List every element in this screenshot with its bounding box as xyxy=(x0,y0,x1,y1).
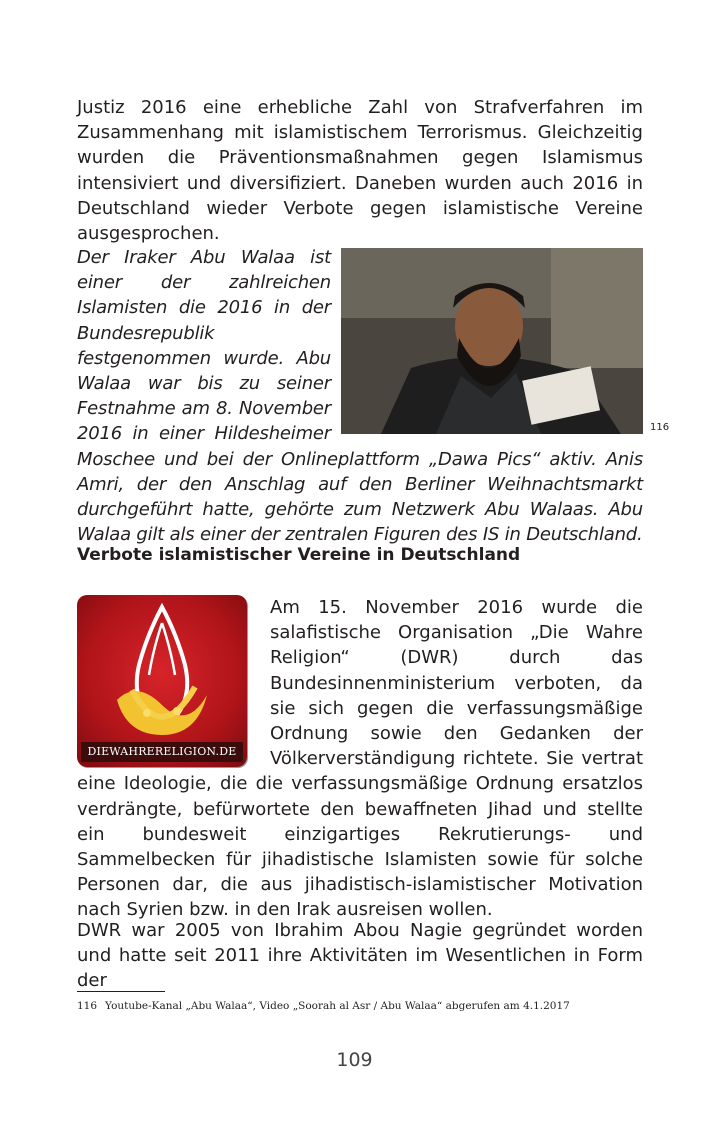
page-number: 109 xyxy=(336,1049,373,1071)
photo-footnote-ref: 116 xyxy=(650,422,670,433)
die-wahre-religion-logo xyxy=(77,595,247,767)
footnote xyxy=(77,1000,570,1012)
footnote-separator xyxy=(77,991,165,992)
body-paragraph-2: DIEWAHRERELIGION.DE Am 15. November 2016 wurde die salafistische Organisation „Die Wahre Religion“ (DWR) durch das Bundesinnenministerium verboten, da sie sich gegen die verfassungsmäßige Ordnung sowie den Gedanken der Völkerverständigung richtete. Sie vertrat eine Ideologie, die die verfassungsmäßige Ordnung ersatzlos verdrängte, befürwortete den bewaffneten Jihad und stellte ein bundesweit einzigartiges Rekrutierungs- und Sammelbecken für jihadistische Islamisten sowie für solche Personen dar, die aus jihadistisch-islamistischer Motivation nach Syrien bzw. in den Irak ausreisen wollen. xyxy=(77,597,643,921)
logo-caption: DIEWAHRERELIGION.DE xyxy=(81,742,243,762)
body-paragraph-1: Justiz 2016 eine erhebliche Zahl von Strafverfahren im Zusammenhang mit islamistischem Terrorismus. Gleichzeitig wurden die Präventionsmaßnahmen gegen Islamismus intensiviert und diversifiziert. Daneben wurden auch 2016 in Deutschland wieder Verbote gegen islamistische Vereine ausgesprochen. xyxy=(77,97,643,245)
photo-frame xyxy=(341,245,643,434)
abu-walaa-photo xyxy=(341,248,643,434)
section-heading: Verbote islamistischer Vereine in Deutschland xyxy=(77,545,521,565)
photo-caption: Der Iraker Abu Walaa ist einer der zahlreichen Islamisten die 2016 in der Bundesrepublik festgenommen wurde. Abu Walaa war bis zu seiner Festnahme am 8. November 2016 in einer Hildesheimer Moschee und bei der Onlineplattform „Dawa Pics“ aktiv. Anis Amri, der den Anschlag auf den Berliner Weihnachtsmarkt durchgeführt hatte, gehörte zum Netzwerk Abu Walaas. Abu Walaa gilt als einer der zentralen Figuren des IS in Deutschland. xyxy=(77,247,643,546)
body-paragraph-3: DWR war 2005 von Ibrahim Abou Nagie gegründet worden und hatte seit 2011 ihre Aktivitäten im Wesentlichen in Form der xyxy=(77,920,643,992)
logo-frame xyxy=(77,595,258,770)
footnote-text: Youtube-Kanal „Abu Walaa“, Video „Soorah al Asr / Abu Walaa“ abgerufen am 4.1.2017 xyxy=(105,1000,570,1012)
footnote-number: 116 xyxy=(77,1000,98,1012)
